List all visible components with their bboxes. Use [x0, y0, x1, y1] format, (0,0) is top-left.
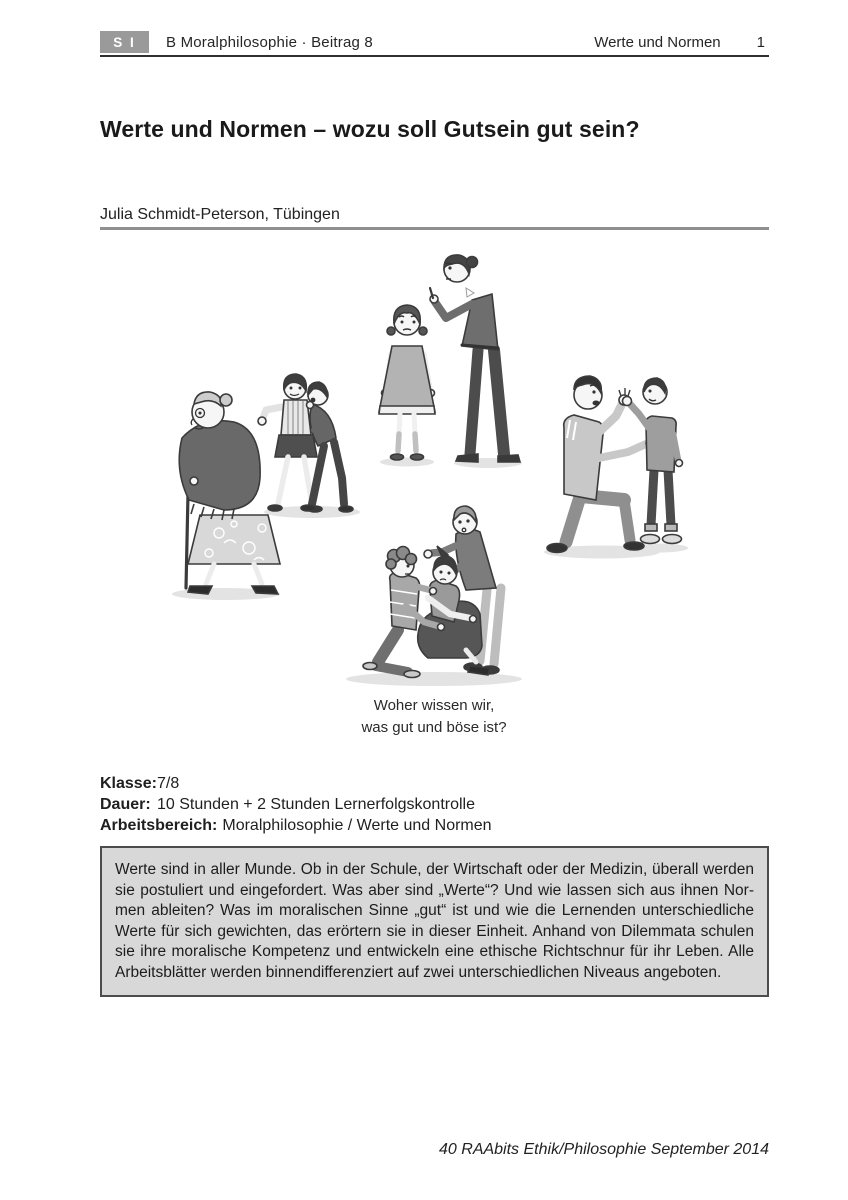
abstract-line: Arbeitsblätter werden binnendifferenziert auf zwei unterschiedlichen Niveaus angeboten. — [115, 963, 722, 981]
illustration-caption — [234, 695, 634, 739]
abstract-line: Werte für sich gewichten, das erörtern sie in dieser Einheit. Anhand von Dilemmata schulen — [115, 922, 754, 940]
scene-mocking — [179, 374, 353, 594]
scene-comforting — [363, 506, 501, 678]
lesson-meta — [100, 773, 492, 836]
meta-value-dauer: 10 Stunden + 2 Stunden Lernerfolgskontrolle — [157, 796, 476, 813]
caption-line-2: was gut und böse ist? — [361, 719, 507, 736]
header-rule — [100, 55, 769, 57]
page-title: Werte und Normen – wozu soll Gutsein gut sein? — [100, 116, 640, 142]
scene-scolding — [379, 255, 520, 462]
abstract-line: Werte sind in aller Munde. Ob in der Schule, der Wirtschaft oder der Medizin, überall werden — [115, 861, 754, 878]
meta-row-arbeitsbereich — [100, 815, 492, 836]
meta-row-klasse — [100, 773, 492, 794]
author-line: Julia Schmidt-Peterson, Tübingen — [100, 206, 340, 223]
header-section-label: B Moralphilosophie · Beitrag 8 — [166, 33, 373, 51]
abstract-line: sie postuliert und eingefordert. Was aber sind „Werte“? Und wie lassen sich aus ihnen Nor- — [115, 881, 754, 899]
meta-label-dauer: Dauer: — [100, 796, 151, 813]
author-rule — [100, 227, 769, 230]
meta-label-arbeitsbereich: Arbeitsbereich: — [100, 817, 218, 834]
illustration-svg — [94, 238, 754, 690]
school-level-badge: S I — [100, 31, 149, 53]
scene-highfive — [547, 376, 683, 553]
meta-row-dauer — [100, 794, 492, 815]
caption-line-1: Woher wissen wir, — [373, 697, 495, 714]
page-footer: 40 RAAbits Ethik/Philosophie September 2014 — [439, 1141, 769, 1158]
abstract-line: sie ihre moralische Kompetenz und entwickeln eine ethische Richtschnur für ihr Leben. Alle — [115, 943, 754, 960]
header-topic-label: Werte und Normen — [594, 33, 721, 51]
meta-value-arbeitsbereich: Moralphilosophie / Werte und Normen — [222, 817, 492, 834]
meta-value-klasse: 7/8 — [157, 775, 180, 792]
abstract-line: men ableiten? Was im moralischen Sinne „gut“ ist und wie die Lernenden unterschiedliche — [115, 902, 754, 919]
meta-label-klasse: Klasse: — [100, 775, 157, 792]
page-header — [100, 31, 769, 53]
page-number: 1 — [756, 33, 765, 51]
abstract-box — [100, 846, 769, 997]
illustration — [94, 238, 754, 690]
